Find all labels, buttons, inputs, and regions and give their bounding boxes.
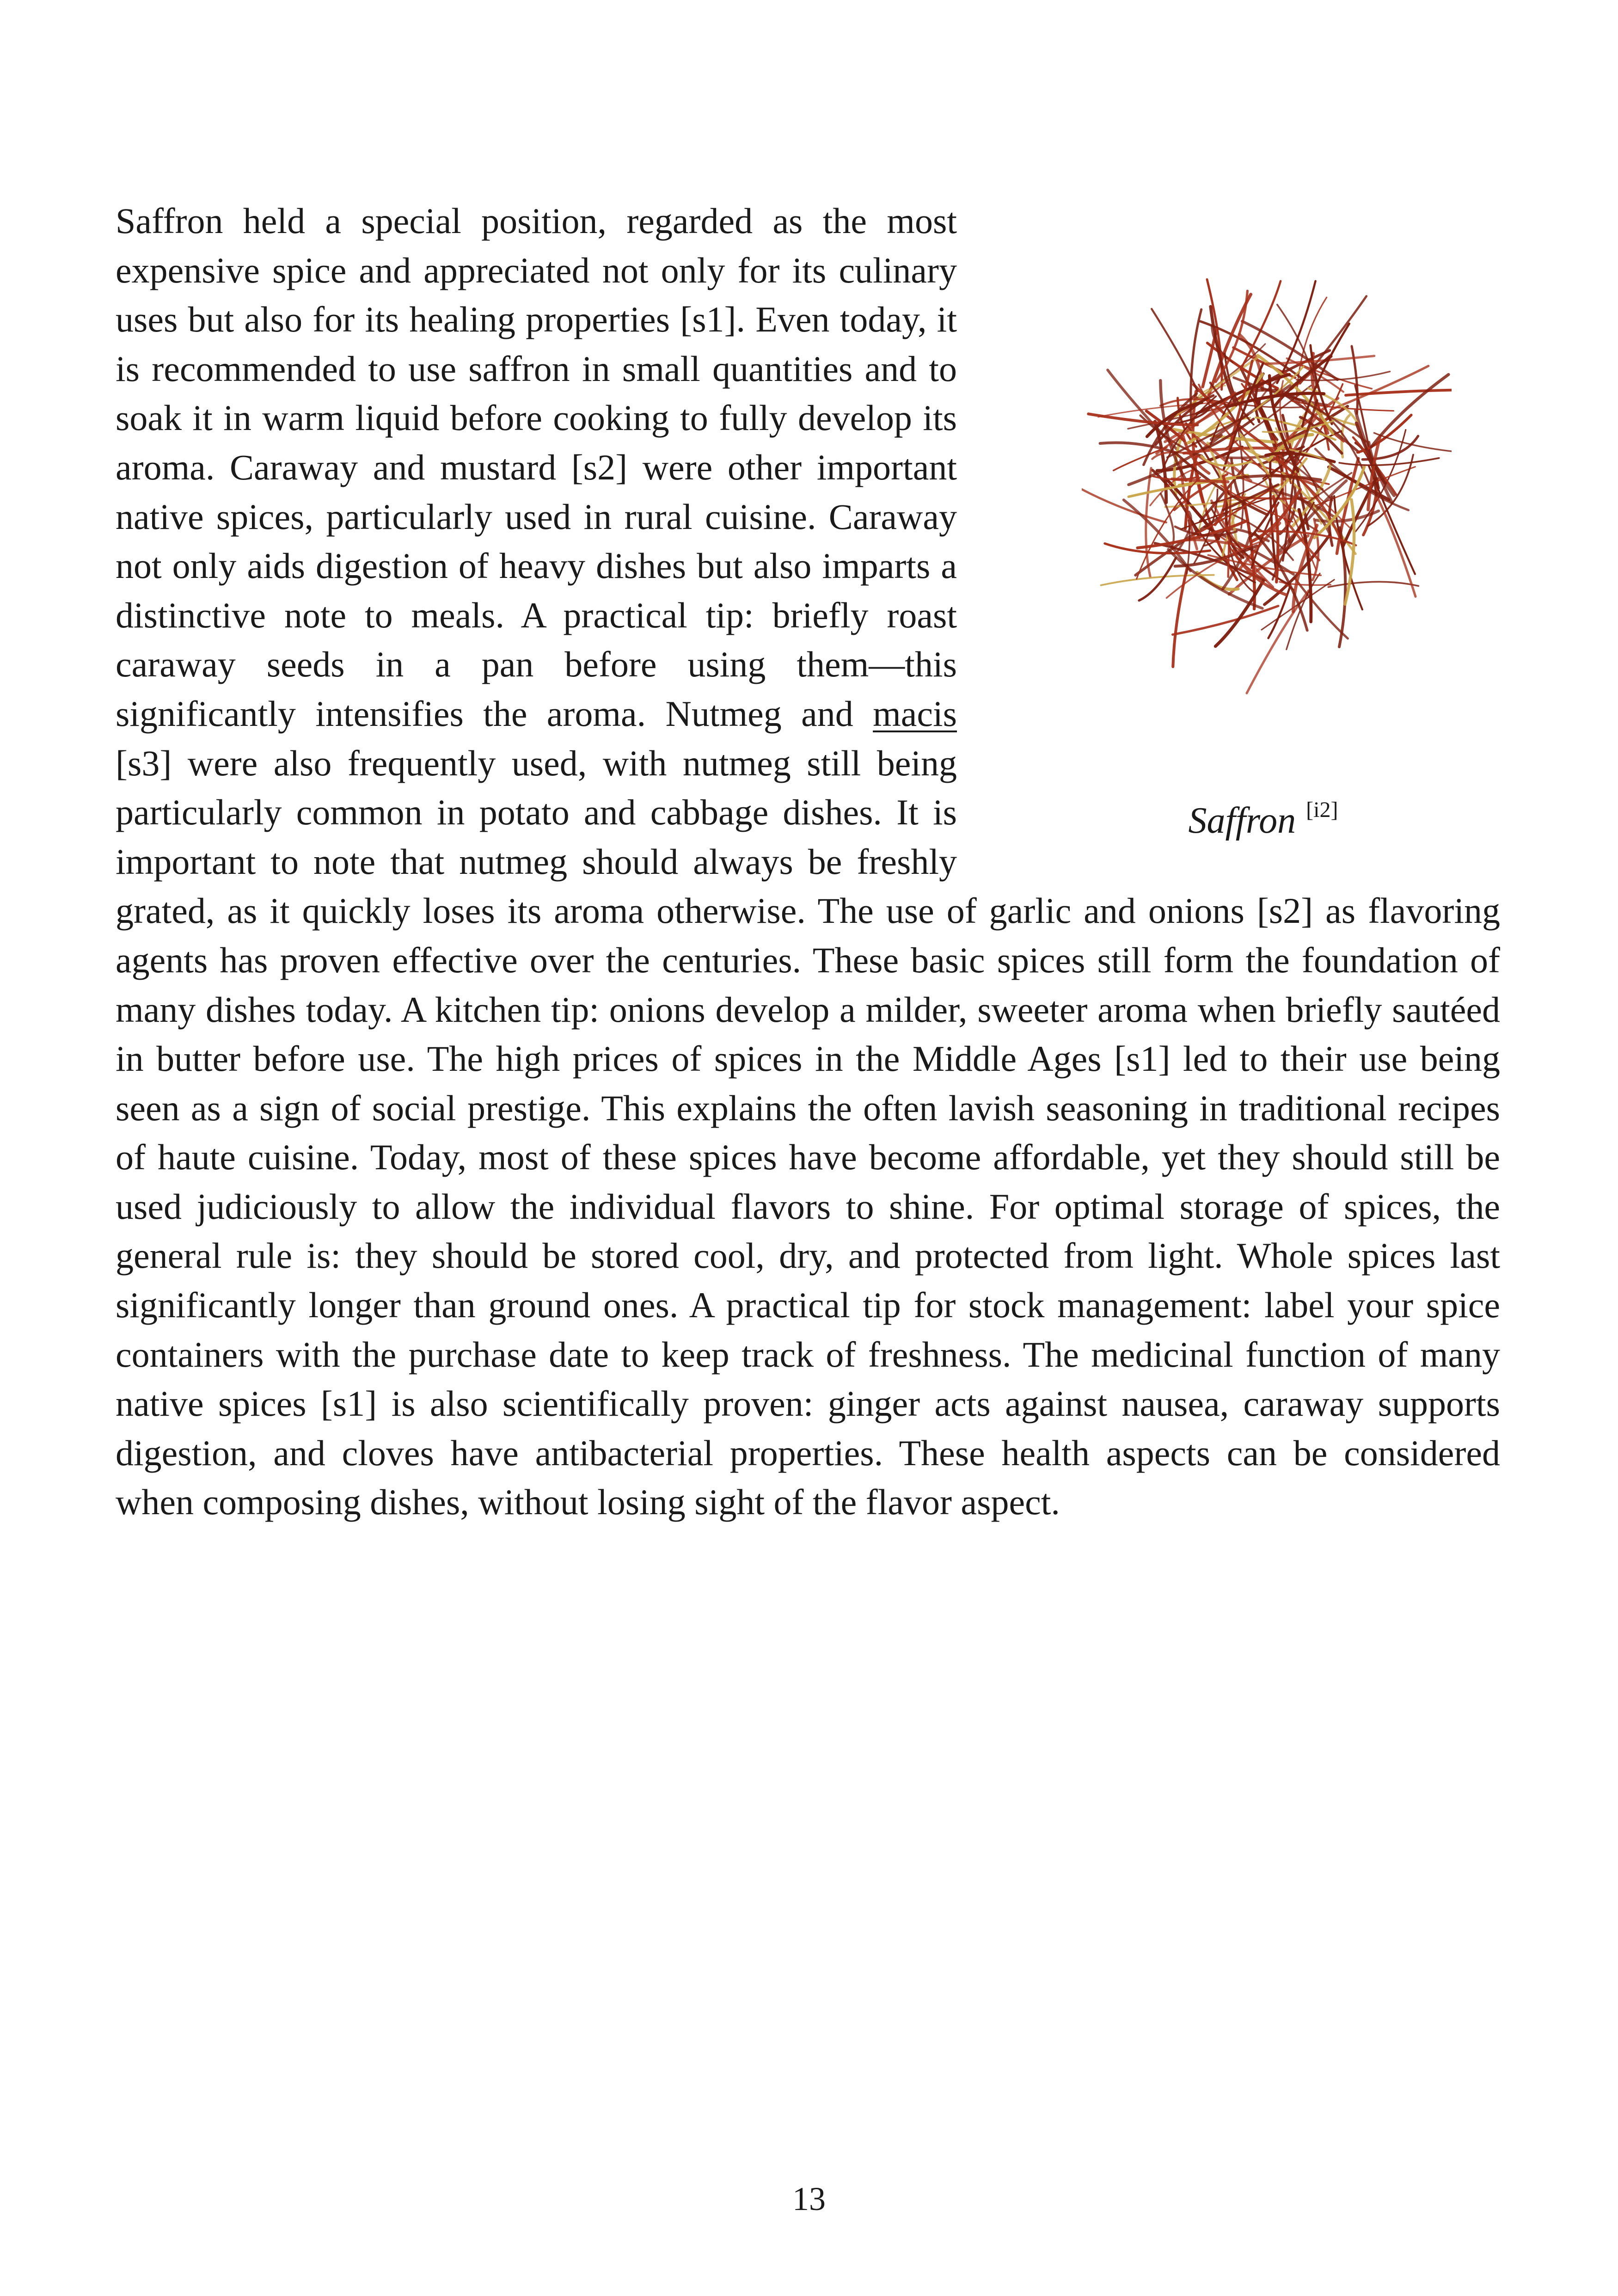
macis-link[interactable]: macis (873, 693, 957, 734)
figure-caption (1026, 798, 1500, 849)
page-number: 13 (792, 2180, 826, 2217)
body-paragraph (116, 196, 1500, 1527)
saffron-image (1082, 247, 1452, 724)
saffron-figure (1026, 196, 1500, 858)
paragraph-lead: Saffron held a special position, regarded as the most expensive spice and appreciated not only for its culinary uses but also for its healing properties [s1]. Even today, it is recommended to use saffron in small quantities and to soak it in warm liquid before cooking to fully develop its aroma. Caraway and mustard [s2] were other important native spices, particularly used in rural cuisine. Caraway not only aids digestion of heavy dishes but also imparts a distinctive note to meals. A practical tip: briefly roast caraway seeds in a pan before using them—this significantly intensifies the aroma. Nutmeg and (116, 201, 957, 734)
paragraph-rest: [s3] were also frequently used, with nutmeg still being particularly common in potato and cabbage dishes. It is important to note that nutmeg should always be freshly grated, as it quickly loses its aroma otherwise. The use of garlic and onions [s2] as flavoring agents has proven effective over the centuries. These basic spices still form the foundation of many dishes today. A kitchen tip: onions develop a milder, sweeter aroma when briefly sautéed in butter before use. The high prices of spices in the Middle Ages [s1] led to their use being seen as a sign of social prestige. This explains the often lavish seasoning in traditional recipes of haute cuisine. Today, most of these spices have become affordable, yet they should still be used judiciously to allow the individual flavors to shine. For optimal storage of spices, the general rule is: they should be stored cool, dry, and protected from light. Whole spices last significantly longer than ground ones. A practical tip for stock management: label your spice containers with the purchase date to keep track of freshness. The medicinal function of many native spices [s1] is also scientifically proven: ginger acts against nausea, caraway supports digestion, and cloves have antibacterial properties. These health aspects can be considered when composing dishes, without losing sight of the flavor aspect. (116, 743, 1500, 1522)
image-reference: [i2] (1306, 798, 1338, 822)
caption-text: Saffron (1188, 800, 1296, 841)
